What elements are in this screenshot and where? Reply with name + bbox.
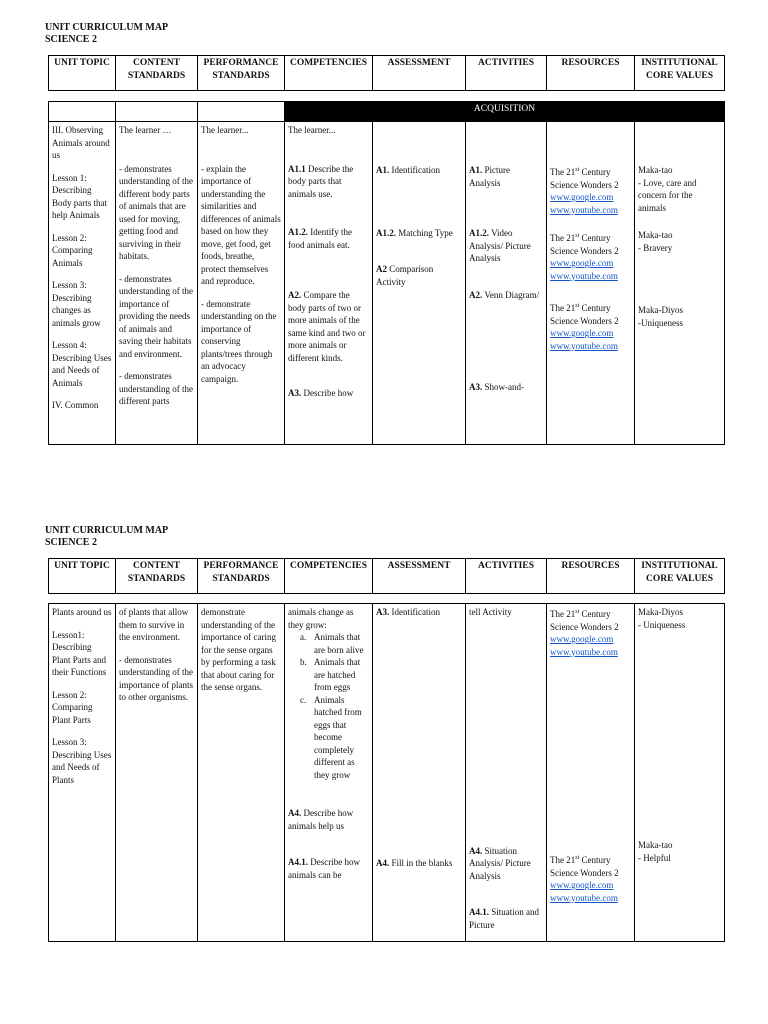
blank-cell (49, 102, 116, 122)
core-values-cell: Maka-tao - Love, care and concern for the animals Maka-tao - Bravery Maka-Diyos -Uniqueness (635, 122, 725, 445)
google-link[interactable]: www.google.com (550, 192, 614, 202)
doc-subtitle: SCIENCE 2 (45, 34, 97, 45)
youtube-link[interactable]: www.youtube.com (550, 340, 618, 351)
growth-list (288, 631, 369, 781)
youtube-link[interactable]: www.youtube.com (550, 270, 618, 281)
header-unit-topic: UNIT TOPIC (49, 56, 116, 91)
competencies-cell: The learner... A1.1 Describe the body parts that animals use. A1.2. Identify the food animals eat. A2. Compare the body parts of two or more animals of the same kind and two or more animals or different kinds. A3. Describe how (285, 122, 373, 445)
activities-cell: A1. Picture Analysis A1.2. Video Analysis/ Picture Analysis A2. Venn Diagram/ A3. Show-and- (466, 122, 547, 445)
header-competencies: COMPETENCIES (285, 559, 373, 594)
header-resources: RESOURCES (547, 56, 635, 91)
acquisition-banner: ACQUISITION (285, 102, 725, 122)
header-competencies: COMPETENCIES (285, 56, 373, 91)
activities-cell: tell Activity A4. Situation Analysis/ Picture Analysis A4.1. Situation and Picture (466, 604, 547, 942)
content-standards-cell: of plants that allow them to survive in the environment. - demonstrates understanding of the importance of plants to other organisms. (116, 604, 198, 942)
doc-title: UNIT CURRICULUM MAP (45, 525, 169, 536)
list-item: b. Animals that are hatched from eggs (300, 657, 361, 692)
header-core-values: INSTITUTIONAL CORE VALUES (635, 559, 725, 594)
resources-cell: The 21st Century Science Wonders 2 www.google.com www.youtube.com The 21st Century Science Wonders 2 www.google.com www.youtube.com (547, 604, 635, 942)
doc-title: UNIT CURRICULUM MAP (45, 22, 169, 33)
google-link[interactable]: www.google.com (550, 328, 614, 338)
header-activities: ACTIVITIES (466, 56, 547, 91)
header-assessment: ASSESSMENT (373, 56, 466, 91)
list-item: a. Animals that are born alive (300, 632, 364, 655)
google-link[interactable]: www.google.com (550, 880, 614, 890)
assessment-cell: A3. Identification A4. Fill in the blanks (373, 604, 466, 942)
doc-subtitle: SCIENCE 2 (45, 537, 97, 548)
header-activities: ACTIVITIES (466, 559, 547, 594)
header-content-standards: CONTENT STANDARDS (116, 559, 198, 594)
content-standards-cell: The learner … - demonstrates understanding of the different body parts of animals that are used for moving, getting food and surviving in their habitats. - demonstrates understanding of the importance of providing the needs of animals and saving their habitats and environment. - demonstrates understanding of the different parts (116, 122, 198, 445)
header-content-standards: CONTENT STANDARDS (116, 56, 198, 91)
youtube-link[interactable]: www.youtube.com (550, 204, 618, 215)
assessment-cell: A1. Identification A1.2. Matching Type A2 Comparison Activity (373, 122, 466, 445)
youtube-link[interactable]: www.youtube.com (550, 892, 618, 903)
performance-standards-cell: demonstrate understanding of the importance of caring for the sense organs by performing a task that about caring for the sense organs. (198, 604, 285, 942)
unit-topic-cell: Plants around us Lesson1: Describing Plant Parts and their Functions Lesson 2: Comparing Plant Parts Lesson 3: Describing Uses and Needs of Plants (49, 604, 116, 942)
google-link[interactable]: www.google.com (550, 634, 614, 644)
header-assessment: ASSESSMENT (373, 559, 466, 594)
youtube-link[interactable]: www.youtube.com (550, 646, 618, 657)
header-table (48, 558, 725, 594)
header-table (48, 55, 725, 91)
header-resources: RESOURCES (547, 559, 635, 594)
header-performance-standards: PERFORMANCE STANDARDS (198, 56, 285, 91)
blank-cell (198, 102, 285, 122)
core-values-cell: Maka-Diyos - Uniqueness Maka-tao - Helpful (635, 604, 725, 942)
list-item: c. Animals hatched from eggs that become completely different as they grow (300, 694, 362, 780)
header-core-values: INSTITUTIONAL CORE VALUES (635, 56, 725, 91)
performance-standards-cell: The learner... - explain the importance of understanding the similarities and differences of animals based on how they move, get food, get foods, breathe, protect themselves and reproduce. - demonstrate understanding on the importance of conserving plants/trees through an advocacy campaign. (198, 122, 285, 445)
google-link[interactable]: www.google.com (550, 258, 614, 268)
header-performance-standards: PERFORMANCE STANDARDS (198, 559, 285, 594)
unit-topic-cell: III. Observing Animals around us Lesson 1: Describing Body parts that help Animals Lesson 2: Comparing Animals Lesson 3: Describing changes as animals grow Lesson 4: Describing Uses and Needs of Animals IV. Common (49, 122, 116, 445)
header-unit-topic: UNIT TOPIC (49, 559, 116, 594)
blank-cell (116, 102, 198, 122)
resources-cell: The 21st Century Science Wonders 2 www.google.com www.youtube.com The 21st Century Science Wonders 2 www.google.com www.youtube.com The 21st Century Science Wonders 2 www.google.com www.youtube.com (547, 122, 635, 445)
competencies-cell: animals change as they grow: a. Animals that are born alive b. Animals that are hatched from eggs c. Animals hatched from eggs that become completely different as they grow A4. Describe how animals help us A4.1. Describe how animals can be (285, 604, 373, 942)
curriculum-table-2 (48, 603, 725, 942)
curriculum-table-1 (48, 101, 725, 445)
